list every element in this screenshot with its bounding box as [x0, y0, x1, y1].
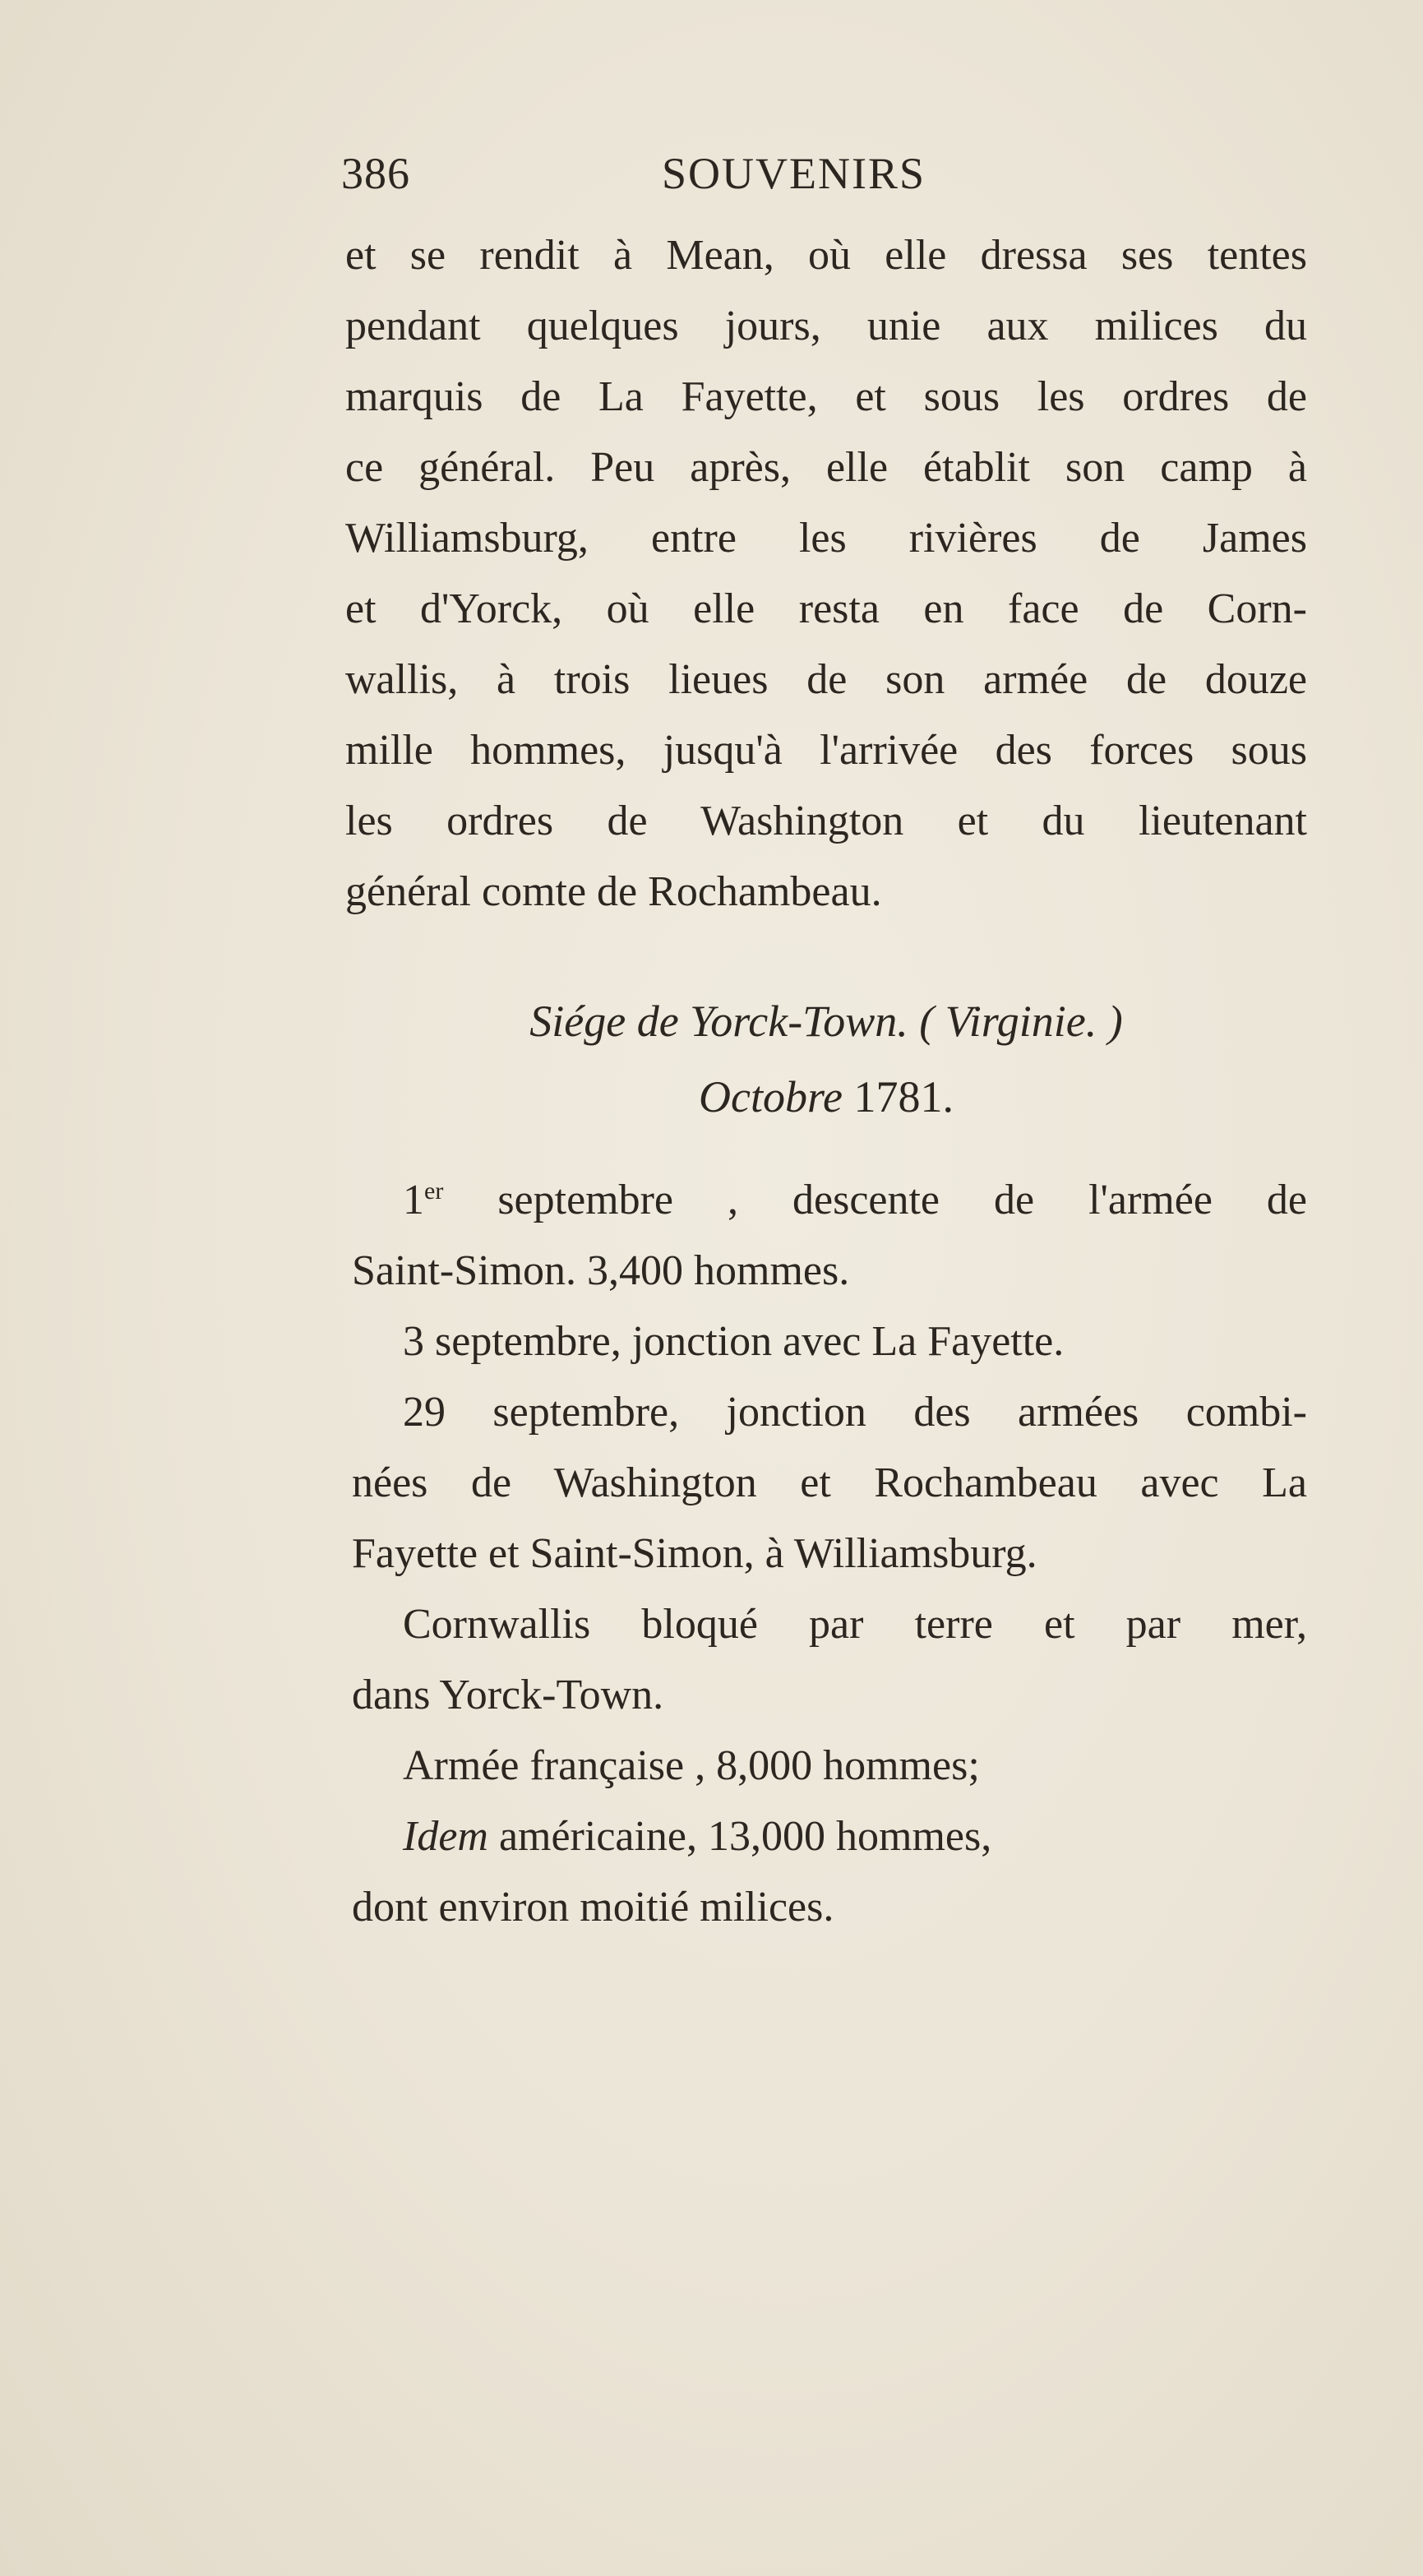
text-line: et d'Yorck, où elle resta en face de Corn- — [345, 585, 1307, 632]
text-line: wallis, à trois lieues de son armée de douze — [345, 656, 1307, 703]
section-date-year: 1781. — [853, 1072, 954, 1122]
section-title-main: Siége de Yorck-Town. — [529, 997, 908, 1046]
ordinal-superscript: er — [424, 1177, 444, 1205]
page-header — [341, 148, 1311, 206]
entry-line: Fayette et Saint-Simon, à Williamsburg. — [352, 1530, 1037, 1577]
entry-line: Armée française , 8,000 hommes; — [403, 1742, 980, 1789]
entry-text: septembre , descente de l'armée de — [443, 1177, 1307, 1223]
entry-line: dans Yorck-Town. — [352, 1672, 664, 1718]
text-line: pendant quelques jours, unie aux milices du — [345, 303, 1307, 349]
section-title — [345, 983, 1307, 1059]
text-line: et se rendit à Mean, où elle dressa ses tentes — [345, 232, 1307, 279]
section-date — [345, 1059, 1307, 1135]
text-line: général comte de Rochambeau. — [345, 868, 882, 915]
body-paragraph — [345, 220, 1307, 927]
entry-line: Cornwallis bloqué par terre et par mer, — [403, 1601, 1307, 1648]
section-heading — [345, 983, 1307, 1135]
text-line: marquis de La Fayette, et sous les ordres de — [345, 373, 1307, 420]
section-date-month: Octobre — [699, 1072, 843, 1122]
text-line: Williamsburg, entre les rivières de James — [345, 515, 1307, 562]
chronology-entries — [352, 1156, 1307, 1943]
text-line: mille hommes, jusqu'à l'arrivée des forces sous — [345, 727, 1307, 774]
running-title: SOUVENIRS — [662, 149, 926, 198]
entry-text: américaine, 13,000 hommes, — [487, 1813, 992, 1860]
text-line: les ordres de Washington et du lieutenant — [345, 798, 1307, 844]
entry-line: 3 septembre, jonction avec La Fayette. — [403, 1318, 1065, 1365]
entry-line: Saint-Simon. 3,400 hommes. — [352, 1247, 850, 1294]
text-line: ce général. Peu après, elle établit son camp à — [345, 444, 1307, 491]
entry-line — [352, 1801, 1307, 1872]
page-number: 386 — [341, 149, 410, 198]
entry-line: nées de Washington et Rochambeau avec La — [352, 1459, 1307, 1506]
section-title-region: ( Virginie. ) — [919, 997, 1123, 1046]
entry-line: 29 septembre, jonction des armées combi- — [403, 1389, 1307, 1436]
entry-line — [352, 1156, 1307, 1236]
entry-day: 1 — [403, 1177, 424, 1223]
entry-italic: Idem — [403, 1813, 488, 1860]
entry-line: dont environ moitié milices. — [352, 1884, 834, 1931]
